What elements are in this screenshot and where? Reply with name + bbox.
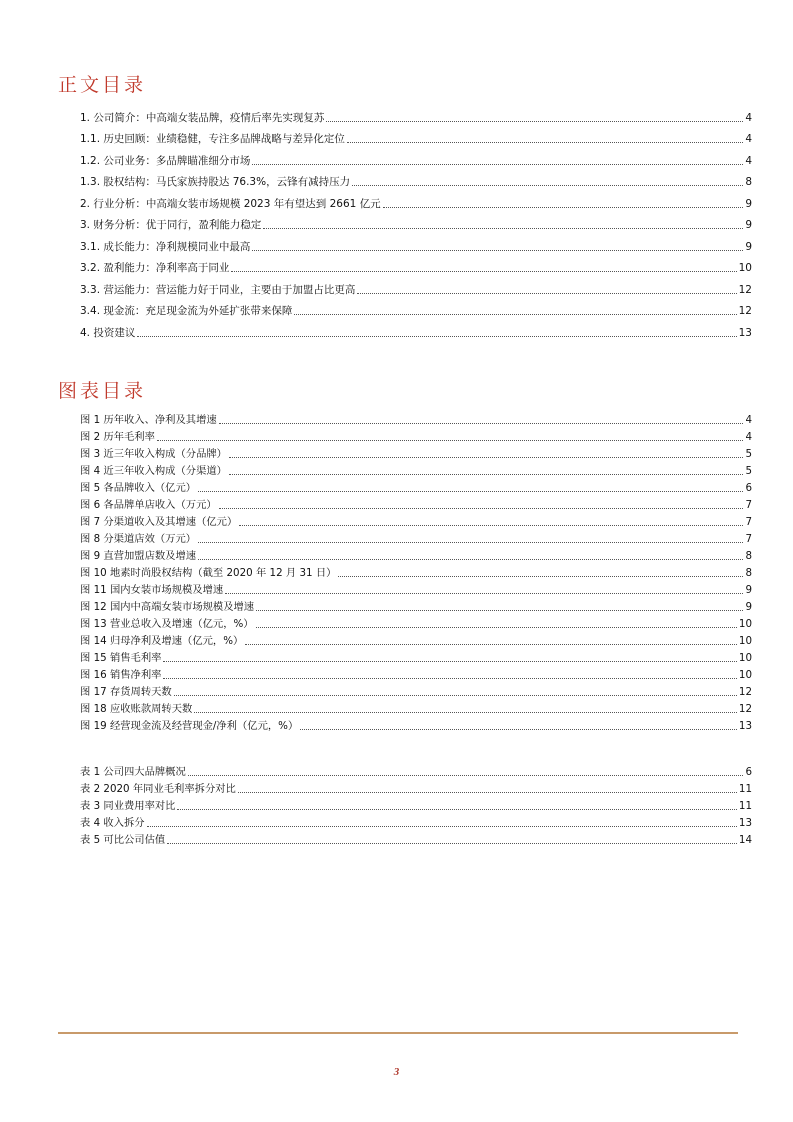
toc-entry[interactable] [80, 762, 752, 779]
dot-leader [252, 250, 743, 251]
toc-entry[interactable] [80, 444, 752, 461]
toc-entry-page: 10 [738, 652, 752, 664]
toc-entry[interactable] [80, 427, 752, 444]
toc-entry[interactable] [80, 546, 752, 563]
toc-entry-label: 3. 财务分析：优于同行，盈利能力稳定 [80, 219, 262, 231]
toc-entry-page: 4 [745, 431, 752, 443]
toc-entry-page: 11 [738, 800, 752, 812]
toc-entry-page: 13 [738, 326, 752, 339]
toc-entry[interactable] [80, 168, 752, 190]
toc-entry-page: 10 [738, 669, 752, 681]
toc-entry-page: 9 [745, 197, 752, 210]
toc-entry[interactable] [80, 631, 752, 648]
toc-entry-page: 12 [738, 283, 752, 296]
toc-entry-label: 3.1. 成长能力：净利规模同业中最高 [80, 240, 251, 253]
toc-entry[interactable] [80, 716, 752, 733]
toc-entry-page: 13 [738, 720, 752, 732]
dot-leader [238, 792, 737, 793]
toc-entry-label: 1. 公司简介：中高端女装品牌，疫情后率先实现复苏 [80, 111, 325, 124]
toc-entry[interactable] [80, 318, 752, 340]
toc-entry[interactable] [80, 297, 752, 319]
dot-leader [256, 610, 743, 611]
dot-leader [194, 712, 737, 713]
toc-title: 正文目录 [58, 74, 147, 96]
toc-entry-label: 图 19 经营现金流及经营现金/净利（亿元，%） [80, 720, 299, 732]
dot-leader [137, 336, 736, 337]
toc-entry-page: 6 [745, 766, 752, 778]
dot-leader [157, 440, 744, 441]
toc-entry-page: 8 [745, 567, 752, 579]
dot-leader [338, 576, 743, 577]
toc-entry-label: 图 15 销售毛利率 [80, 652, 162, 664]
toc-entry[interactable] [80, 813, 752, 830]
toc-entry-page: 9 [745, 584, 752, 596]
toc-entry-page: 5 [745, 465, 752, 477]
figures-title: 图表目录 [58, 380, 147, 402]
toc-entry[interactable] [80, 254, 752, 276]
toc-entry[interactable] [80, 232, 752, 254]
toc-entry[interactable] [80, 563, 752, 580]
toc-entry[interactable] [80, 189, 752, 211]
toc-entry-label: 表 2 2020 年同业毛利率拆分对比 [80, 783, 236, 795]
dot-leader [263, 228, 743, 229]
toc-entry-label: 表 3 同业费用率对比 [80, 800, 176, 812]
dot-leader [300, 729, 737, 730]
toc-entry-page: 9 [745, 601, 752, 613]
toc-entry-page: 10 [738, 618, 752, 630]
dot-leader [174, 695, 737, 696]
toc-entry-page: 9 [745, 219, 752, 231]
toc-entry-label: 3.2. 盈利能力：净利率高于同业 [80, 262, 230, 274]
dot-leader [219, 423, 744, 424]
toc-entry-page: 12 [738, 305, 752, 317]
dot-leader [352, 185, 743, 186]
toc-entry-label: 图 2 历年毛利率 [80, 431, 155, 443]
toc-entry-label: 图 17 存货周转天数 [80, 686, 172, 698]
toc-entry[interactable] [80, 529, 752, 546]
toc-entry[interactable] [80, 580, 752, 597]
dot-leader [231, 271, 736, 272]
dot-leader [347, 142, 743, 143]
figure-list [80, 410, 752, 733]
toc-entry-label: 图 10 地素时尚股权结构（截至 2020 年 12 月 31 日） [80, 567, 337, 579]
dot-leader [326, 121, 743, 122]
toc-entry[interactable] [80, 614, 752, 631]
dot-leader [147, 826, 737, 827]
dot-leader [229, 457, 743, 458]
toc-entry[interactable] [80, 125, 752, 147]
toc-entry[interactable] [80, 830, 752, 847]
toc-entry-label: 图 7 分渠道收入及其增速（亿元） [80, 516, 238, 528]
toc-entry-label: 表 5 可比公司估值 [80, 834, 166, 846]
toc-entry-page: 4 [745, 154, 752, 167]
toc-entry-label: 图 11 国内女装市场规模及增速 [80, 584, 224, 596]
toc-entry[interactable] [80, 597, 752, 614]
toc-entry-label: 图 9 直营加盟店数及增速 [80, 550, 197, 562]
toc-entry[interactable] [80, 410, 752, 427]
toc-entry[interactable] [80, 211, 752, 233]
toc-entry-page: 13 [738, 817, 752, 829]
toc-entry-label: 图 14 归母净利及增速（亿元，%） [80, 635, 244, 647]
dot-leader [357, 293, 736, 294]
toc-entry-page: 4 [745, 133, 752, 145]
toc-entry-label: 表 1 公司四大品牌概况 [80, 766, 186, 778]
dot-leader [383, 207, 744, 208]
toc-entry[interactable] [80, 699, 752, 716]
toc-entry[interactable] [80, 495, 752, 512]
toc-entry-page: 10 [738, 635, 752, 647]
toc-entry-page: 6 [745, 482, 752, 494]
dot-leader [198, 491, 743, 492]
page-number: 3 [393, 1066, 400, 1078]
toc-entry[interactable] [80, 275, 752, 297]
table-list [80, 762, 752, 847]
dot-leader [229, 474, 743, 475]
toc-entry[interactable] [80, 796, 752, 813]
toc-entry-page: 5 [745, 448, 752, 460]
toc-entry-label: 2. 行业分析：中高端女装市场规模 2023 年有望达到 2661 亿元 [80, 197, 381, 210]
dot-leader [167, 843, 737, 844]
toc-entry[interactable] [80, 648, 752, 665]
toc-entry[interactable] [80, 146, 752, 168]
toc-entry-label: 图 1 历年收入、净利及其增速 [80, 414, 217, 426]
toc-entry-page: 10 [738, 262, 752, 274]
toc-entry-page: 12 [738, 686, 752, 698]
dot-leader [239, 525, 743, 526]
toc-entry[interactable] [80, 478, 752, 495]
toc-entry-label: 图 3 近三年收入构成（分品牌） [80, 448, 227, 460]
toc-entry-label: 图 8 分渠道店效（万元） [80, 533, 197, 545]
dot-leader [245, 644, 737, 645]
toc-entry-label: 图 18 应收账款周转天数 [80, 703, 193, 715]
toc-entry[interactable] [80, 665, 752, 682]
dot-leader [163, 661, 736, 662]
toc-entry-page: 7 [745, 516, 752, 528]
dot-leader [177, 809, 736, 810]
toc-entry-label: 图 6 各品牌单店收入（万元） [80, 499, 217, 511]
toc-entry-label: 1.1. 历史回顾：业绩稳健，专注多品牌战略与差异化定位 [80, 133, 345, 145]
toc-entry-label: 1.3. 股权结构：马氏家族持股达 76.3%，云锋有减持压力 [80, 176, 351, 188]
toc-entry-label: 图 5 各品牌收入（亿元） [80, 482, 197, 494]
toc-entry-label: 3.3. 营运能力：营运能力好于同业，主要由于加盟占比更高 [80, 283, 356, 296]
toc-entry-page: 4 [745, 111, 752, 124]
toc-entry[interactable] [80, 461, 752, 478]
toc-entry[interactable] [80, 682, 752, 699]
toc-entry-page: 8 [745, 176, 752, 188]
toc-entry[interactable] [80, 103, 752, 125]
dot-leader [252, 164, 743, 165]
toc-entry[interactable] [80, 512, 752, 529]
footer-divider [58, 1032, 738, 1034]
toc-entry-page: 7 [745, 499, 752, 511]
dot-leader [188, 775, 744, 776]
dot-leader [256, 627, 737, 628]
toc-entry-page: 12 [738, 703, 752, 715]
toc-entry-page: 14 [738, 834, 752, 846]
toc-entry-label: 图 12 国内中高端女装市场规模及增速 [80, 601, 255, 613]
dot-leader [219, 508, 744, 509]
toc-entry-label: 1.2. 公司业务：多品牌瞄准细分市场 [80, 154, 251, 167]
toc-entry-page: 8 [745, 550, 752, 562]
dot-leader [198, 542, 743, 543]
toc-entry-page: 11 [738, 783, 752, 795]
toc-entry[interactable] [80, 779, 752, 796]
toc-entry-label: 表 4 收入拆分 [80, 817, 145, 829]
toc-entry-page: 4 [745, 414, 752, 426]
dot-leader [163, 678, 736, 679]
toc-entry-label: 4. 投资建议 [80, 326, 136, 339]
toc-entry-page: 9 [745, 240, 752, 253]
dot-leader [198, 559, 743, 560]
dot-leader [294, 314, 736, 315]
toc-entry-label: 图 4 近三年收入构成（分渠道） [80, 465, 227, 477]
toc-entry-label: 3.4. 现金流：充足现金流为外延扩张带来保障 [80, 305, 293, 317]
toc-entry-label: 图 16 销售净利率 [80, 669, 162, 681]
dot-leader [225, 593, 743, 594]
toc-entry-label: 图 13 营业总收入及增速（亿元，%） [80, 618, 254, 630]
table-of-contents [80, 103, 752, 340]
toc-entry-page: 7 [745, 533, 752, 545]
